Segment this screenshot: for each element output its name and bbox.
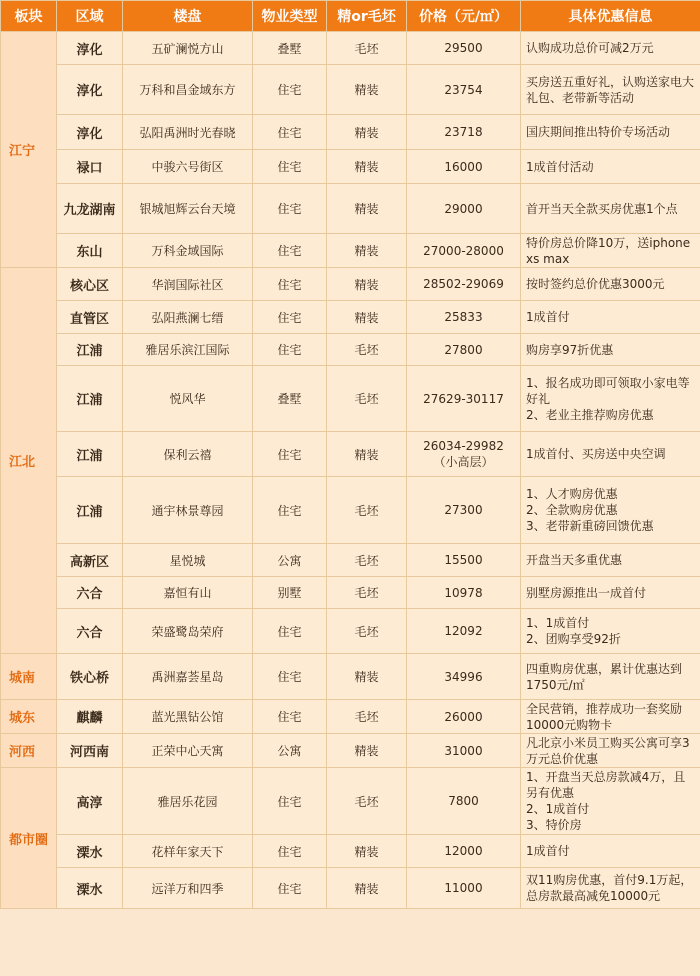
property-type-cell: 住宅 xyxy=(253,477,327,544)
offer-line: 开盘当天多重优惠 xyxy=(526,553,623,567)
project-name-cell: 嘉恒有山 xyxy=(123,577,253,609)
offer-cell xyxy=(521,432,700,477)
price-cell xyxy=(407,700,521,734)
offer-line: 1成首付 xyxy=(526,844,570,858)
area-cell: 淳化 xyxy=(57,65,123,115)
project-name-cell: 星悦城 xyxy=(123,544,253,577)
price-cell xyxy=(407,577,521,609)
area-cell: 高新区 xyxy=(57,544,123,577)
project-name-cell: 银城旭辉云台天境 xyxy=(123,184,253,234)
block-cell: 城东 xyxy=(1,700,57,734)
project-name-cell: 弘阳禹洲时光春晓 xyxy=(123,115,253,150)
area-cell: 淳化 xyxy=(57,32,123,65)
offer-line: 1成首付、买房送中央空调 xyxy=(526,447,666,461)
header-price: 价格（元/㎡） xyxy=(407,1,521,32)
project-name-cell: 华润国际社区 xyxy=(123,268,253,301)
property-type-cell: 住宅 xyxy=(253,65,327,115)
offer-line: 2、老业主推荐购房优惠 xyxy=(526,407,654,422)
block-cell: 江北 xyxy=(1,268,57,654)
price-cell xyxy=(407,301,521,334)
table-row xyxy=(1,184,700,234)
table-row xyxy=(1,577,700,609)
offer-cell xyxy=(521,868,700,909)
finish-cell: 精装 xyxy=(327,65,407,115)
property-type-cell: 住宅 xyxy=(253,835,327,868)
price-cell xyxy=(407,868,521,909)
finish-cell: 精装 xyxy=(327,150,407,184)
offer-cell xyxy=(521,65,700,115)
property-type-cell: 住宅 xyxy=(253,301,327,334)
property-type-cell: 住宅 xyxy=(253,432,327,477)
property-type-cell: 住宅 xyxy=(253,334,327,366)
area-cell: 六合 xyxy=(57,609,123,654)
property-type-cell: 住宅 xyxy=(253,768,327,835)
price-cell xyxy=(407,835,521,868)
price-value: 29500 xyxy=(444,41,483,55)
finish-cell: 精装 xyxy=(327,432,407,477)
price-value: 27629-30117 xyxy=(423,391,504,406)
area-cell: 溧水 xyxy=(57,868,123,909)
area-cell: 溧水 xyxy=(57,835,123,868)
property-type-cell: 住宅 xyxy=(253,654,327,700)
offer-line: 2、全款购房优惠 xyxy=(526,503,618,517)
property-type-cell: 住宅 xyxy=(253,700,327,734)
finish-cell: 毛坯 xyxy=(327,609,407,654)
header-type: 物业类型 xyxy=(253,1,327,32)
offer-line: 首开当天全款买房优惠1个点 xyxy=(526,201,678,216)
offer-line: 1成首付活动 xyxy=(526,159,594,174)
offer-cell xyxy=(521,268,700,301)
area-cell: 禄口 xyxy=(57,150,123,184)
price-cell xyxy=(407,734,521,768)
table-row xyxy=(1,835,700,868)
finish-cell: 毛坯 xyxy=(327,544,407,577)
finish-cell: 毛坯 xyxy=(327,366,407,432)
price-value: 34996 xyxy=(444,669,483,684)
price-value: 16000 xyxy=(444,159,483,174)
project-name-cell: 雅居乐滨江国际 xyxy=(123,334,253,366)
property-type-cell: 住宅 xyxy=(253,150,327,184)
project-name-cell: 荣盛鹭岛荣府 xyxy=(123,609,253,654)
area-cell: 江浦 xyxy=(57,366,123,432)
area-cell: 河西南 xyxy=(57,734,123,768)
price-value: 27800 xyxy=(444,342,483,357)
property-type-cell: 公寓 xyxy=(253,734,327,768)
table-row xyxy=(1,334,700,366)
project-name-cell: 弘阳燕澜七缙 xyxy=(123,301,253,334)
offer-cell xyxy=(521,301,700,334)
price-value: 25833 xyxy=(444,310,483,324)
finish-cell: 毛坯 xyxy=(327,477,407,544)
area-cell: 淳化 xyxy=(57,115,123,150)
finish-cell: 精装 xyxy=(327,234,407,268)
table-row xyxy=(1,115,700,150)
project-name-cell: 五矿澜悦方山 xyxy=(123,32,253,65)
property-type-cell: 住宅 xyxy=(253,115,327,150)
price-value: 10978 xyxy=(444,585,483,600)
offer-cell xyxy=(521,835,700,868)
area-cell: 六合 xyxy=(57,577,123,609)
table-row xyxy=(1,544,700,577)
price-value: 23718 xyxy=(444,125,483,139)
header-block: 板块 xyxy=(1,1,57,32)
block-cell: 都市圈 xyxy=(1,768,57,909)
table-row xyxy=(1,700,700,734)
area-cell: 江浦 xyxy=(57,477,123,544)
property-type-cell: 公寓 xyxy=(253,544,327,577)
table-row xyxy=(1,868,700,909)
price-value: 11000 xyxy=(444,881,483,895)
offer-cell xyxy=(521,184,700,234)
table-row xyxy=(1,768,700,835)
offer-cell xyxy=(521,768,700,835)
price-value: 12000 xyxy=(444,844,483,858)
finish-cell: 毛坯 xyxy=(327,334,407,366)
offer-line: 别墅房源推出一成首付 xyxy=(526,585,647,600)
finish-cell: 毛坯 xyxy=(327,32,407,65)
price-value: 12092 xyxy=(444,624,483,638)
property-type-cell: 住宅 xyxy=(253,868,327,909)
project-name-cell: 正荣中心天寓 xyxy=(123,734,253,768)
offer-line: 凡北京小米员工购买公寓可享3万元总价优惠 xyxy=(526,735,690,766)
offer-line: 购房享97折优惠 xyxy=(526,342,614,357)
offer-cell xyxy=(521,700,700,734)
table-row xyxy=(1,477,700,544)
price-cell xyxy=(407,432,521,477)
project-name-cell: 通宇林景尊园 xyxy=(123,477,253,544)
area-cell: 东山 xyxy=(57,234,123,268)
area-cell: 江浦 xyxy=(57,432,123,477)
property-type-cell: 别墅 xyxy=(253,577,327,609)
project-name-cell: 万科金域国际 xyxy=(123,234,253,268)
table-row xyxy=(1,432,700,477)
project-name-cell: 蓝光黑钻公馆 xyxy=(123,700,253,734)
offer-line: 1、人才购房优惠 xyxy=(526,487,618,501)
table-row xyxy=(1,301,700,334)
project-name-cell: 雅居乐花园 xyxy=(123,768,253,835)
price-cell xyxy=(407,544,521,577)
offer-line: 买房送五重好礼，认购送家电大礼包、老带新等活动 xyxy=(526,74,695,105)
table-row xyxy=(1,65,700,115)
price-value: 26034-29982 xyxy=(423,439,504,453)
property-type-cell: 叠墅 xyxy=(253,32,327,65)
header-finish: 精or毛坯 xyxy=(327,1,407,32)
offer-cell xyxy=(521,334,700,366)
price-cell xyxy=(407,184,521,234)
finish-cell: 精装 xyxy=(327,734,407,768)
table-row xyxy=(1,32,700,65)
header-row xyxy=(1,1,700,32)
price-value: 27000-28000 xyxy=(423,243,504,258)
offer-cell xyxy=(521,609,700,654)
table-row xyxy=(1,609,700,654)
offer-cell xyxy=(521,366,700,432)
table-body xyxy=(1,32,700,909)
block-cell: 城南 xyxy=(1,654,57,700)
price-cell xyxy=(407,366,521,432)
offer-line: 特价房总价降10万，送iphone xs max xyxy=(526,235,691,266)
offer-line: 国庆期间推出特价专场活动 xyxy=(526,125,671,139)
header-project: 楼盘 xyxy=(123,1,253,32)
project-name-cell: 万科和昌金域东方 xyxy=(123,65,253,115)
offer-line: 2、1成首付 xyxy=(526,802,590,816)
area-cell: 高淳 xyxy=(57,768,123,835)
offer-line: 3、特价房 xyxy=(526,818,582,832)
price-cell xyxy=(407,32,521,65)
price-value: 28502-29069 xyxy=(423,277,504,291)
offer-line: 1成首付 xyxy=(526,310,570,324)
price-value: 29000 xyxy=(444,201,483,216)
offer-cell xyxy=(521,544,700,577)
price-cell xyxy=(407,654,521,700)
finish-cell: 精装 xyxy=(327,115,407,150)
table-row xyxy=(1,366,700,432)
price-cell xyxy=(407,268,521,301)
property-type-cell: 住宅 xyxy=(253,609,327,654)
table-row xyxy=(1,150,700,184)
table-row xyxy=(1,654,700,700)
project-name-cell: 中骏六号街区 xyxy=(123,150,253,184)
block-cell: 河西 xyxy=(1,734,57,768)
offer-cell xyxy=(521,32,700,65)
header-area: 区域 xyxy=(57,1,123,32)
offer-cell xyxy=(521,234,700,268)
offer-line: 双11购房优惠，首付9.1万起，总房款最高减免10000元 xyxy=(526,873,693,903)
price-note: （小高层） xyxy=(433,455,494,469)
price-cell xyxy=(407,477,521,544)
project-name-cell: 远洋万和四季 xyxy=(123,868,253,909)
area-cell: 江浦 xyxy=(57,334,123,366)
price-cell xyxy=(407,768,521,835)
project-name-cell: 花样年家天下 xyxy=(123,835,253,868)
price-cell xyxy=(407,609,521,654)
finish-cell: 毛坯 xyxy=(327,768,407,835)
property-type-cell: 叠墅 xyxy=(253,366,327,432)
price-value: 23754 xyxy=(444,82,483,97)
price-value: 7800 xyxy=(448,794,479,808)
property-type-cell: 住宅 xyxy=(253,184,327,234)
price-value: 31000 xyxy=(444,743,483,758)
finish-cell: 精装 xyxy=(327,654,407,700)
price-cell xyxy=(407,234,521,268)
table-row xyxy=(1,734,700,768)
offer-line: 1、1成首付 xyxy=(526,616,590,630)
area-cell: 麒麟 xyxy=(57,700,123,734)
offer-line: 全民营销，推荐成功一套奖励10000元购物卡 xyxy=(526,701,683,732)
offer-cell xyxy=(521,654,700,700)
project-name-cell: 保利云禧 xyxy=(123,432,253,477)
finish-cell: 精装 xyxy=(327,268,407,301)
block-cell: 江宁 xyxy=(1,32,57,268)
project-name-cell: 悦风华 xyxy=(123,366,253,432)
price-value: 15500 xyxy=(444,553,483,567)
offer-cell xyxy=(521,150,700,184)
price-value: 26000 xyxy=(444,709,483,724)
price-cell xyxy=(407,150,521,184)
price-cell xyxy=(407,334,521,366)
price-cell xyxy=(407,115,521,150)
offer-line: 1、开盘当天总房款减4万，且另有优惠 xyxy=(526,770,686,800)
offer-cell xyxy=(521,115,700,150)
property-type-cell: 住宅 xyxy=(253,268,327,301)
offer-line: 四重购房优惠，累计优惠达到1750元/㎡ xyxy=(526,661,683,692)
table-row xyxy=(1,234,700,268)
finish-cell: 精装 xyxy=(327,301,407,334)
area-cell: 九龙湖南 xyxy=(57,184,123,234)
project-name-cell: 禹洲嘉荟星岛 xyxy=(123,654,253,700)
offer-cell xyxy=(521,477,700,544)
offer-line: 认购成功总价可减2万元 xyxy=(526,41,654,55)
offer-line: 2、团购享受92折 xyxy=(526,632,621,646)
offer-line: 1、报名成功即可领取小家电等好礼 xyxy=(526,375,690,406)
finish-cell: 毛坯 xyxy=(327,700,407,734)
header-offer: 具体优惠信息 xyxy=(521,1,700,32)
area-cell: 直管区 xyxy=(57,301,123,334)
property-type-cell: 住宅 xyxy=(253,234,327,268)
area-cell: 核心区 xyxy=(57,268,123,301)
area-cell: 铁心桥 xyxy=(57,654,123,700)
finish-cell: 精装 xyxy=(327,868,407,909)
offer-cell xyxy=(521,577,700,609)
finish-cell: 精装 xyxy=(327,835,407,868)
price-value: 27300 xyxy=(444,503,483,517)
finish-cell: 精装 xyxy=(327,184,407,234)
finish-cell: 毛坯 xyxy=(327,577,407,609)
table-row xyxy=(1,268,700,301)
offer-line: 按时签约总价优惠3000元 xyxy=(526,277,665,291)
price-cell xyxy=(407,65,521,115)
offer-cell xyxy=(521,734,700,768)
offer-line: 3、老带新重磅回馈优惠 xyxy=(526,519,654,533)
